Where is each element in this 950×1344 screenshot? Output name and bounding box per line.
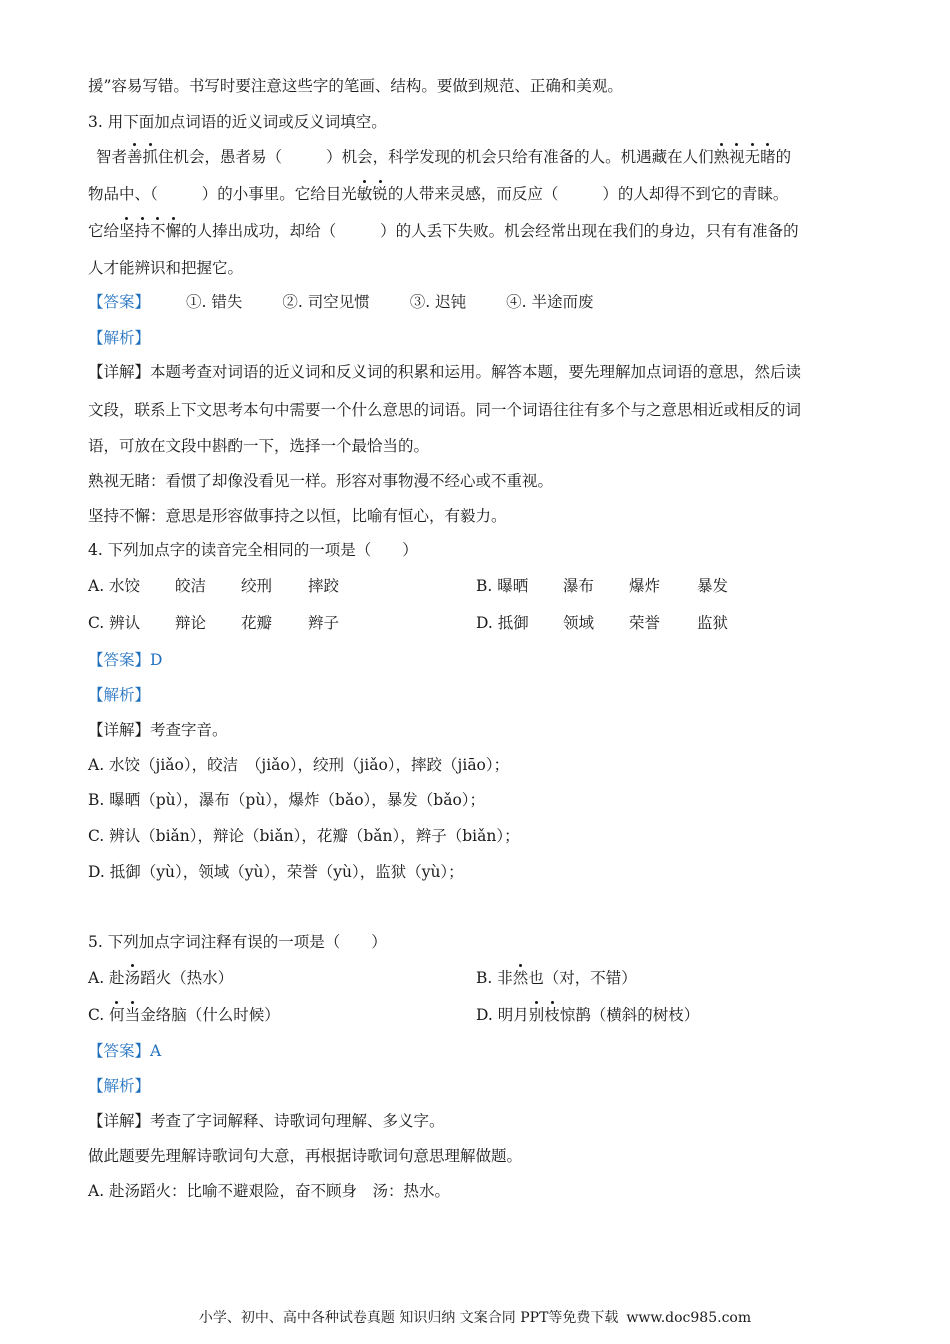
q3-note-1: 熟视无睹：看惯了却像没看见一样。形容对事物漫不经心或不重视。 [88,472,554,490]
q3-answer [88,292,593,312]
text: ）的人却得不到它的青睐。 [602,185,789,203]
detail-label: 【详解】 [88,721,151,739]
text: 的人捧出成功，却给（ [181,222,337,240]
q4-c-word-1: C. 辨认 [88,614,141,632]
q4-explain-c: C. 辨认（biǎn），辩论（biǎn），花瓣（bǎn），辫子（biǎn）； [88,827,520,845]
answer-item-4: ④. 半途而废 [506,293,594,311]
answer-value: A [150,1042,162,1060]
answer-item-1: ①. 错失 [186,293,243,311]
detail-label: 【详解】 [88,1112,151,1130]
footer-url[interactable]: www.doc985.com [626,1310,752,1326]
footer-text: 小学、初中、高中各种试卷真题 知识归纳 文案合同 PPT等免费下载 [198,1310,619,1326]
q4-a-word-1: A. 水饺 [88,577,141,595]
detail-text: 本题考查对词语的近义词和反义词的积累和运用。解答本题，要先理解加点词语的意思，然后读 [150,363,802,381]
q5-analysis-label: 【解析】 [88,1077,151,1095]
dotted-word: 坚持不懈 [119,222,182,240]
q4-a-word-2: 皎洁 [175,577,207,595]
answer-item-3: ③. 迟钝 [409,293,467,311]
q4-b-word-2: 瀑布 [563,577,595,595]
q4-a-word-3: 绞刑 [241,577,273,595]
dotted-word: 敏锐 [356,185,388,203]
q4-explain-b: B. 曝晒（pù），瀑布（pù），爆炸（bǎo），暴发（bǎo）； [88,791,486,809]
text: 物品中、（ [88,185,158,203]
q3-detail-line-3: 语，可放在文段中斟酌一下，选择一个最恰当的。 [88,437,430,455]
dotted-word: 善抓 [127,148,159,166]
q4-b-word-4: 暴发 [697,577,729,595]
q4-a-word-4: 摔跤 [308,577,340,595]
text: 智者 [96,148,128,166]
text: 住机会，愚者易（ [158,148,283,166]
q5-option-c: C. 何当金络脑（什么时候） [88,1006,280,1024]
detail-text: 考查字音。 [150,721,228,739]
q3-passage-line-1 [96,147,791,167]
q4-explain-a: A. 水饺（jiǎo），皎洁 （jiǎo），绞刑（jiǎo），摔跤（jiāo）； [88,756,510,774]
q4-title: 4. 下列加点字的读音完全相同的一项是（ ） [88,541,418,559]
q4-d-word-4: 监狱 [697,614,729,632]
text: 的人带来灵感，而反应（ [387,185,559,203]
answer-label: 【答案】 [88,1042,151,1060]
q5-option-b: B. 非然也（对，不错） [476,969,637,987]
q4-b-word-1: B. 曝晒 [476,577,529,595]
q4-d-word-1: D. 抵御 [476,614,529,632]
detail-text: 考查了字词解释、诗歌词句理解、多义字。 [150,1112,445,1130]
text: 它给 [88,222,120,240]
q4-answer [88,650,162,670]
q3-passage-line-4: 人才能辨识和把握它。 [88,259,244,277]
q4-detail [88,720,228,740]
q5-detail [88,1111,445,1131]
text: ）的人丢下失败。机会经常出现在我们的身边，只有有准备的 [380,222,799,240]
q4-b-word-3: 爆炸 [629,577,661,595]
answer-label: 【答案】 [88,651,151,669]
q3-note-2: 坚持不懈：意思是形容做事持之以恒，比喻有恒心，有毅力。 [88,507,507,525]
q3-analysis-label: 【解析】 [88,329,151,347]
q4-explain-d: D. 抵御（yù），领域（yù），荣誉（yù），监狱（yù）； [88,863,464,881]
q4-analysis-label: 【解析】 [88,686,151,704]
text: 的 [775,148,792,166]
q3-passage-line-2 [88,184,788,204]
q4-d-word-2: 领域 [563,614,595,632]
dotted-word: 熟视无睹 [713,148,776,166]
q4-c-word-3: 花瓣 [241,614,273,632]
answer-value: D [150,651,163,669]
q3-title: 3. 用下面加点词语的近义词或反义词填空。 [88,113,387,131]
q4-c-word-4: 辫子 [308,614,340,632]
q3-detail-line-1 [88,362,801,382]
q3-passage-line-3 [88,221,799,241]
q5-line-3: A. 赴汤蹈火：比喻不避艰险，奋不顾身 汤：热水。 [88,1182,451,1200]
intro-line: 援”容易写错。书写时要注意这些字的笔画、结构。要做到规范、正确和美观。 [88,77,623,95]
q4-c-word-2: 辩论 [175,614,207,632]
answer-item-2: ②. 司空见惯 [282,293,370,311]
q5-answer [88,1041,161,1061]
q5-title: 5. 下列加点字词注释有误的一项是（ ） [88,933,387,951]
q3-detail-line-2: 文段，联系上下文思考本句中需要一个什么意思的词语。同一个词语往往有多个与之意思相近或相反的词 [88,401,802,419]
text: ）机会，科学发现的机会只给有准备的人。机遇藏在人们 [326,148,714,166]
q5-option-a: A. 赴汤蹈火（热水） [88,969,234,987]
text: ）的小事里。它给目光 [201,185,357,203]
q4-d-word-3: 荣誉 [629,614,661,632]
answer-label: 【答案】 [88,293,151,311]
page-footer [0,1308,950,1328]
q5-line-2: 做此题要先理解诗歌词句大意，再根据诗歌词句意思理解做题。 [88,1147,523,1165]
detail-label: 【详解】 [88,363,151,381]
q5-option-d: D. 明月别枝惊鹊（横斜的树枝） [476,1006,700,1024]
